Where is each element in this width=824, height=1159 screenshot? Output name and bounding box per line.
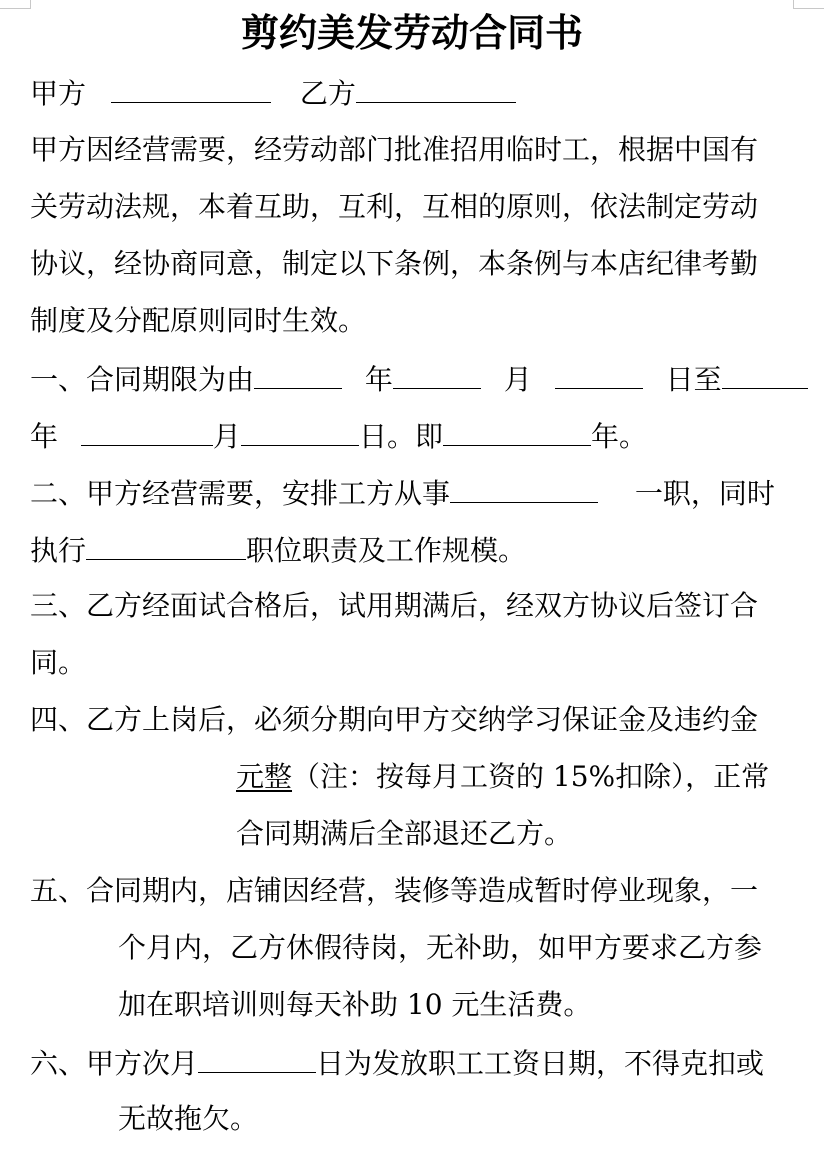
preamble-line-3: 协议，经协商同意，制定以下条例，本条例与本店纪律考勤: [30, 247, 759, 280]
clause2-line2-suffix: 职位职责及工作规模。: [246, 534, 527, 567]
clause6-payday-blank: [198, 1042, 316, 1073]
clause6-line-2: 无故拖欠。: [118, 1102, 259, 1135]
clause6-suffix: 日为发放职工工资日期，不得克扣或: [316, 1047, 765, 1080]
clause2-line-2: [30, 529, 526, 569]
clause5-line-2: 个月内，乙方休假待岗，无补助，如甲方要求乙方参: [118, 931, 763, 964]
clause4-line-1: 四、乙方上岗后，必须分期向甲方交纳学习保证金及违约金: [30, 703, 759, 736]
clause2-job-blank: [450, 472, 598, 503]
clause2-line2-prefix: 执行: [30, 534, 87, 567]
document-title: 剪约美发劳动合同书: [240, 10, 583, 55]
clause1-line-2: [30, 415, 647, 455]
clause5-line-3: 加在职培训则每天补助 10 元生活费。: [118, 988, 592, 1021]
party-a-blank: [111, 72, 271, 103]
clause3-line-1: 三、乙方经面试合格后，试用期满后，经双方协议后签订合: [30, 589, 759, 622]
party-b-blank: [356, 72, 516, 103]
clause1-month-label: 月: [503, 363, 532, 396]
clause3-line-2: 同。: [30, 646, 87, 679]
clause4-line-3: 合同期满后全部退还乙方。: [236, 817, 573, 850]
clause4-line-2: [236, 757, 769, 797]
clause2-line-1: [30, 472, 775, 512]
preamble-line-1: 甲方因经营需要，经劳动部门批准招用临时工，根据中国有: [30, 133, 759, 166]
clause4-yuan-underlined: 元整: [236, 760, 293, 793]
clause1-year2-label: 年: [30, 420, 59, 453]
party-a-label: 甲方: [30, 77, 87, 110]
clause1-day-ie-label: 日。即: [358, 420, 443, 453]
clause2-prefix: 二、甲方经营需要，安排工方从事: [30, 477, 451, 510]
clause1-start-year-blank: [254, 358, 342, 389]
clause1-day-to-label: 日至: [665, 363, 722, 396]
clause1-end-year-blank: [722, 358, 808, 389]
clause1-end-day-blank: [241, 415, 359, 446]
clause1-duration-blank: [443, 415, 591, 446]
clause1-prefix: 一、合同期限为由: [30, 363, 255, 396]
clause6-line-1: [30, 1042, 764, 1082]
clause6-prefix: 六、甲方次月: [30, 1047, 199, 1080]
clause1-month2-label: 月: [212, 420, 241, 453]
parties-line: [30, 72, 516, 112]
clause1-year-label: 年: [364, 363, 393, 396]
clause1-line-1: [30, 358, 808, 398]
clause5-line-1: 五、合同期内，店铺因经营，装修等造成暂时停业现象，一: [30, 874, 759, 907]
clause2-duty-blank: [86, 529, 246, 560]
preamble-line-2: 关劳动法规，本着互助，互利，互相的原则，依法制定劳动: [30, 190, 759, 223]
clause1-start-day-blank: [555, 358, 643, 389]
clause4-line2-rest: （注：按每月工资的 15%扣除），正常: [292, 760, 770, 793]
party-b-label: 乙方: [299, 77, 356, 110]
clause1-year3-label: 年。: [590, 420, 647, 453]
preamble-line-4: 制度及分配原则同时生效。: [30, 304, 367, 337]
clause1-end-month-blank: [81, 415, 213, 446]
clause2-suffix: 一职，同时: [634, 477, 775, 510]
clause1-start-month-blank: [393, 358, 481, 389]
